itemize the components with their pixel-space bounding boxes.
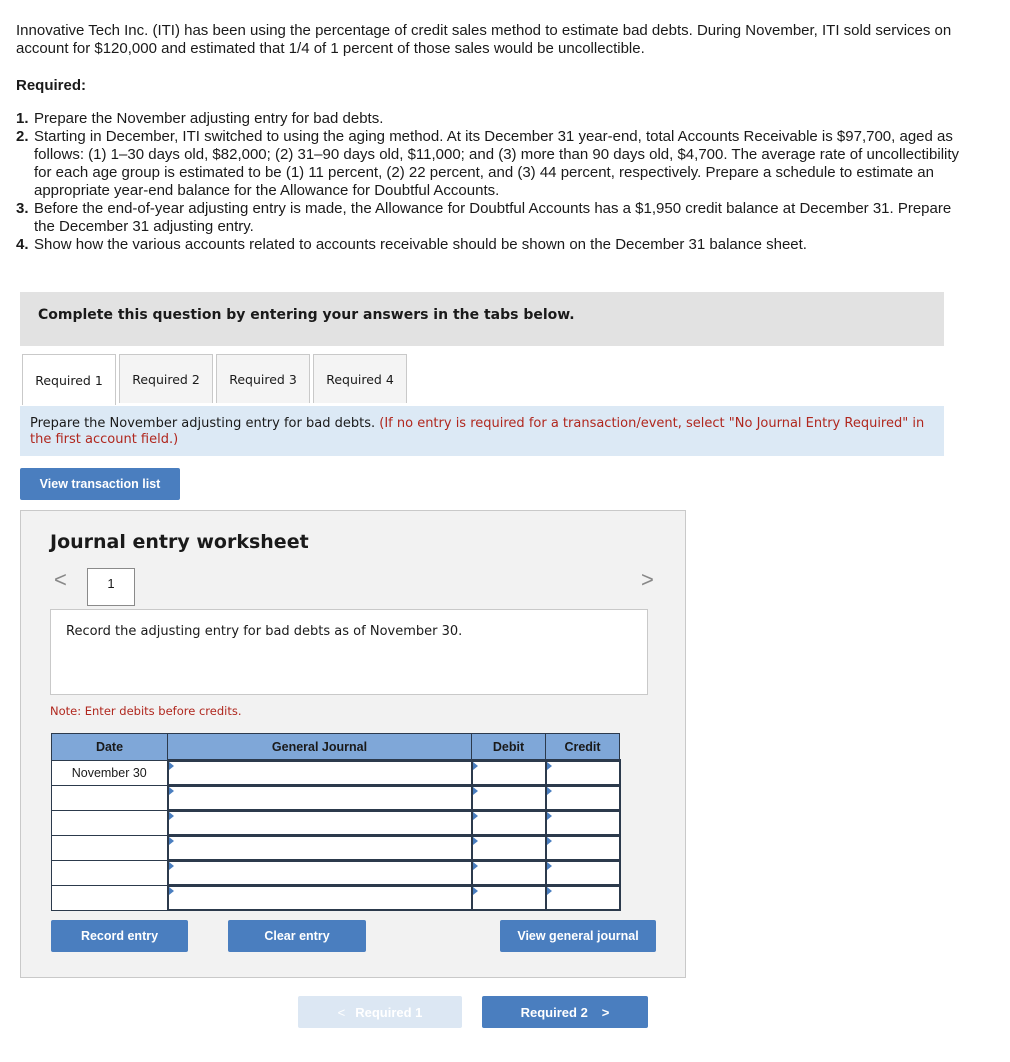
credit-input[interactable] <box>546 786 620 811</box>
chevron-left-icon: < <box>337 1004 346 1020</box>
account-input[interactable] <box>168 836 472 861</box>
clear-entry-button[interactable]: Clear entry <box>228 920 366 952</box>
column-header-general-journal: General Journal <box>168 734 472 761</box>
account-input[interactable] <box>168 761 472 786</box>
credit-input[interactable] <box>546 811 620 836</box>
view-transaction-list-button[interactable]: View transaction list <box>20 468 180 500</box>
credit-input[interactable] <box>546 886 620 911</box>
requirement-item <box>16 236 976 254</box>
worksheet-title: Journal entry worksheet <box>50 531 309 553</box>
table-row <box>52 786 620 811</box>
date-cell <box>52 836 168 861</box>
prev-required-label: Required 1 <box>355 1004 423 1020</box>
requirement-number: 3. <box>16 200 29 217</box>
date-cell <box>52 861 168 886</box>
prompt-main: Prepare the November adjusting entry for bad debts. <box>30 416 376 431</box>
next-required-button[interactable] <box>482 996 648 1028</box>
debit-input[interactable] <box>472 786 546 811</box>
next-required-label: Required 2 <box>520 1004 588 1020</box>
requirement-number: 2. <box>16 128 29 145</box>
record-entry-button[interactable]: Record entry <box>51 920 188 952</box>
table-row <box>52 836 620 861</box>
entry-description: Record the adjusting entry for bad debts as of November 30. <box>66 624 463 639</box>
table-row <box>52 886 620 911</box>
entry-page-number[interactable]: 1 <box>87 568 135 606</box>
date-cell: November 30 <box>52 761 168 786</box>
entry-description-box <box>50 609 648 695</box>
tab-required-2[interactable]: Required 2 <box>119 354 213 403</box>
problem-intro: Innovative Tech Inc. (ITI) has been using the percentage of credit sales method to estimate bad debts. During November, ITI sold services on account for $120,000 and estimated that 1/4 of 1 percent of those sales would be uncollectible. <box>16 22 952 57</box>
instruction-text: Complete this question by entering your answers in the tabs below. <box>38 307 575 323</box>
account-input[interactable] <box>168 886 472 911</box>
prev-required-button[interactable] <box>298 996 462 1028</box>
requirement-number: 4. <box>16 236 29 253</box>
date-cell <box>52 886 168 911</box>
prompt-panel <box>20 406 944 456</box>
table-row <box>52 861 620 886</box>
account-input[interactable] <box>168 861 472 886</box>
account-input[interactable] <box>168 786 472 811</box>
credit-input[interactable] <box>546 836 620 861</box>
required-heading: Required: <box>16 77 87 94</box>
journal-table <box>51 733 621 911</box>
credit-input[interactable] <box>546 861 620 886</box>
date-cell <box>52 786 168 811</box>
requirement-text: Before the end-of-year adjusting entry is made, the Allowance for Doubtful Accounts has a $1,950 credit balance at December 31. Prepare the December 31 adjusting entry. <box>34 200 952 235</box>
table-row <box>52 761 620 786</box>
table-row <box>52 811 620 836</box>
prompt-hint: (If no entry is required for a transaction/event, select "No Journal Entry Required" in the first account field.) <box>30 416 925 447</box>
debit-input[interactable] <box>472 811 546 836</box>
chevron-left-icon[interactable]: < <box>54 567 67 592</box>
account-input[interactable] <box>168 811 472 836</box>
requirement-text: Prepare the November adjusting entry for bad debts. <box>34 110 384 127</box>
tab-required-4[interactable]: Required 4 <box>313 354 407 403</box>
date-cell <box>52 811 168 836</box>
credit-input[interactable] <box>546 761 620 786</box>
requirements-list <box>16 110 976 254</box>
journal-entry-worksheet <box>20 510 686 978</box>
chevron-right-icon[interactable]: > <box>641 567 654 592</box>
tab-required-3[interactable]: Required 3 <box>216 354 310 403</box>
view-general-journal-button[interactable]: View general journal <box>500 920 656 952</box>
requirement-item <box>16 110 976 128</box>
prompt-text <box>30 416 930 448</box>
requirement-number: 1. <box>16 110 29 127</box>
debit-input[interactable] <box>472 761 546 786</box>
instruction-banner <box>20 292 944 346</box>
requirement-text: Show how the various accounts related to accounts receivable should be shown on the December 31 balance sheet. <box>34 236 807 253</box>
debit-input[interactable] <box>472 886 546 911</box>
requirement-item <box>16 200 976 236</box>
requirement-text: Starting in December, ITI switched to using the aging method. At its December 31 year-end, total Accounts Receivable is $97,700, aged as follows: (1) 1–30 days old, $82,000; (2) 31–90 days old, $11,000; and (3) more than 90 days old, $4,700. The average rate of uncollectibility for each age group is estimated to be (1) 11 percent, (2) 22 percent, and (3) 44 percent, respectively. Prepare a schedule to estimate an appropriate year-end balance for the Allowance for Doubtful Accounts. <box>34 128 960 199</box>
column-header-date: Date <box>52 734 168 761</box>
debit-input[interactable] <box>472 836 546 861</box>
column-header-debit: Debit <box>472 734 546 761</box>
tab-required-1[interactable]: Required 1 <box>22 354 116 405</box>
requirement-item <box>16 128 976 200</box>
debit-credit-note: Note: Enter debits before credits. <box>50 704 242 718</box>
debit-input[interactable] <box>472 861 546 886</box>
chevron-right-icon: > <box>601 1004 610 1020</box>
column-header-credit: Credit <box>546 734 620 761</box>
